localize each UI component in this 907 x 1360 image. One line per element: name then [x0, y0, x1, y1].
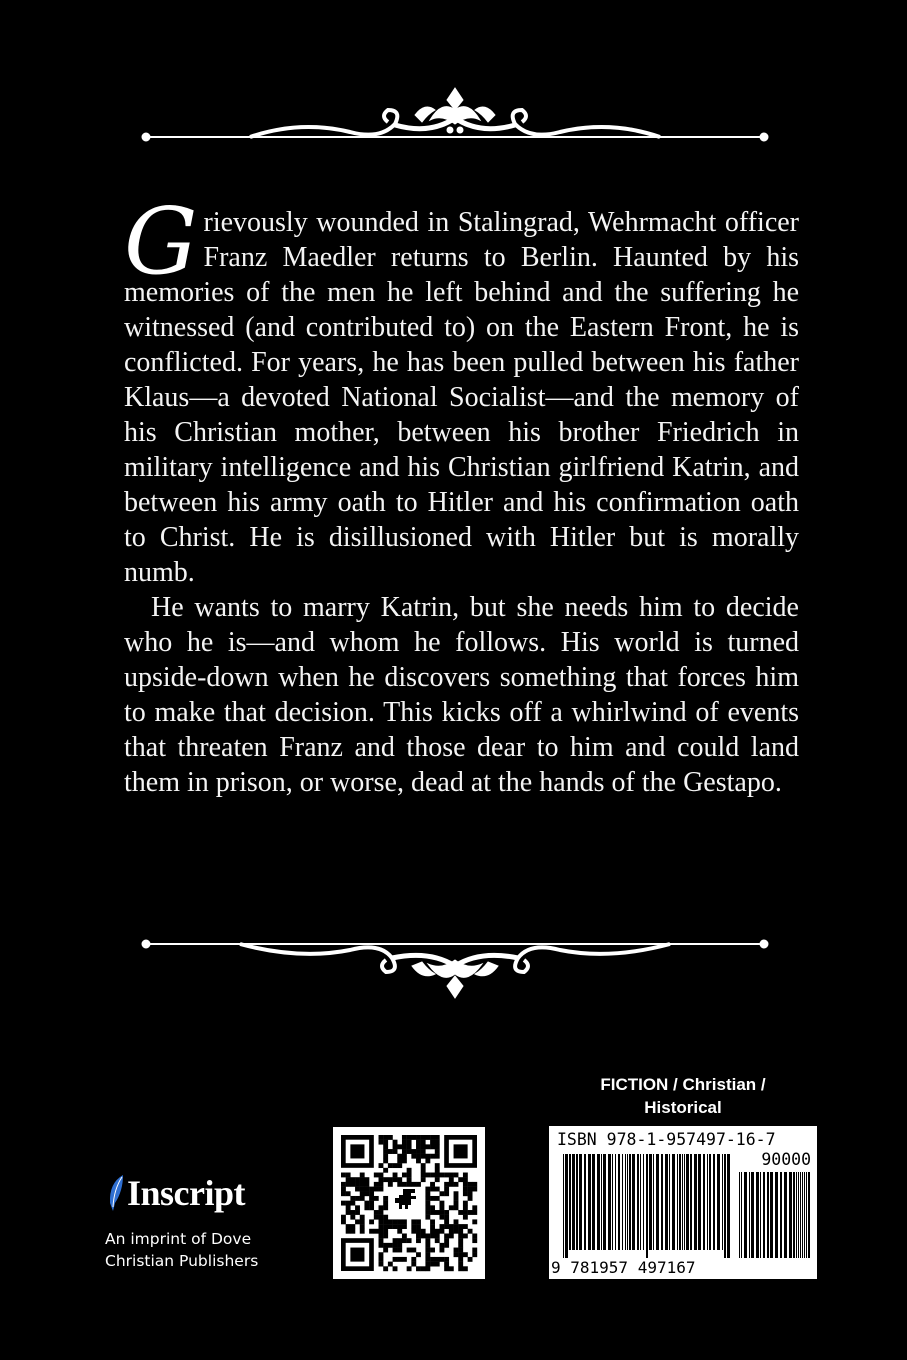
blurb-paragraph-1-text: rievously wounded in Stalingrad, Wehrmacht officer Franz Maedler returns to Berlin. Haunted by his memories of the men he left behind and the suffering he witnessed (and contributed to) on the Eastern Front, he is conflicted. For years, he has been pulled between his father Klaus—a devoted National Socialist—and the memory of his Christian mother, between his brother Friedrich in military intelligence and his Christian girlfriend Katrin, and between his army oath to Hitler and his confirmation oath to Christ. He is disillusioned with Hitler but is morally numb.	[124, 207, 799, 588]
bisac-category	[549, 1067, 817, 1125]
drop-cap: G	[124, 188, 198, 295]
tagline-line-1: An imprint of Dove	[105, 1230, 252, 1248]
isbn-barcode	[549, 1126, 817, 1279]
category-line-2: Historical	[644, 1098, 722, 1117]
publisher-name: Inscript	[127, 1173, 246, 1213]
top-ornament	[130, 80, 780, 170]
dinosaur-icon	[395, 1189, 416, 1209]
blurb-paragraph-1	[124, 188, 799, 590]
isbn-label: ISBN 978-1-957497-16-7	[557, 1130, 776, 1149]
bottom-ornament	[130, 920, 780, 1010]
ean-digits: 9 781957 497167	[551, 1258, 696, 1277]
qr-code	[333, 1127, 485, 1279]
category-line-1: FICTION / Christian /	[600, 1075, 766, 1094]
publisher-logo	[105, 1172, 305, 1272]
publisher-tagline	[105, 1228, 305, 1272]
qr-code-graphic	[333, 1127, 485, 1279]
price-code: 90000	[761, 1150, 811, 1169]
tagline-line-2: Christian Publishers	[105, 1252, 259, 1270]
barcode-panel	[549, 1067, 817, 1279]
blurb	[124, 188, 799, 800]
blurb-paragraph-2: He wants to marry Katrin, but she needs him to decide who he is—and whom he follows. His world is turned upside-down when he discovers something that forces him to make that decision. This kicks off a whirlwind of events that threaten Franz and those dear to him and could land them in prison, or worse, dead at the hands of the Gestapo.	[124, 592, 799, 798]
quill-pen-icon	[105, 1173, 127, 1213]
